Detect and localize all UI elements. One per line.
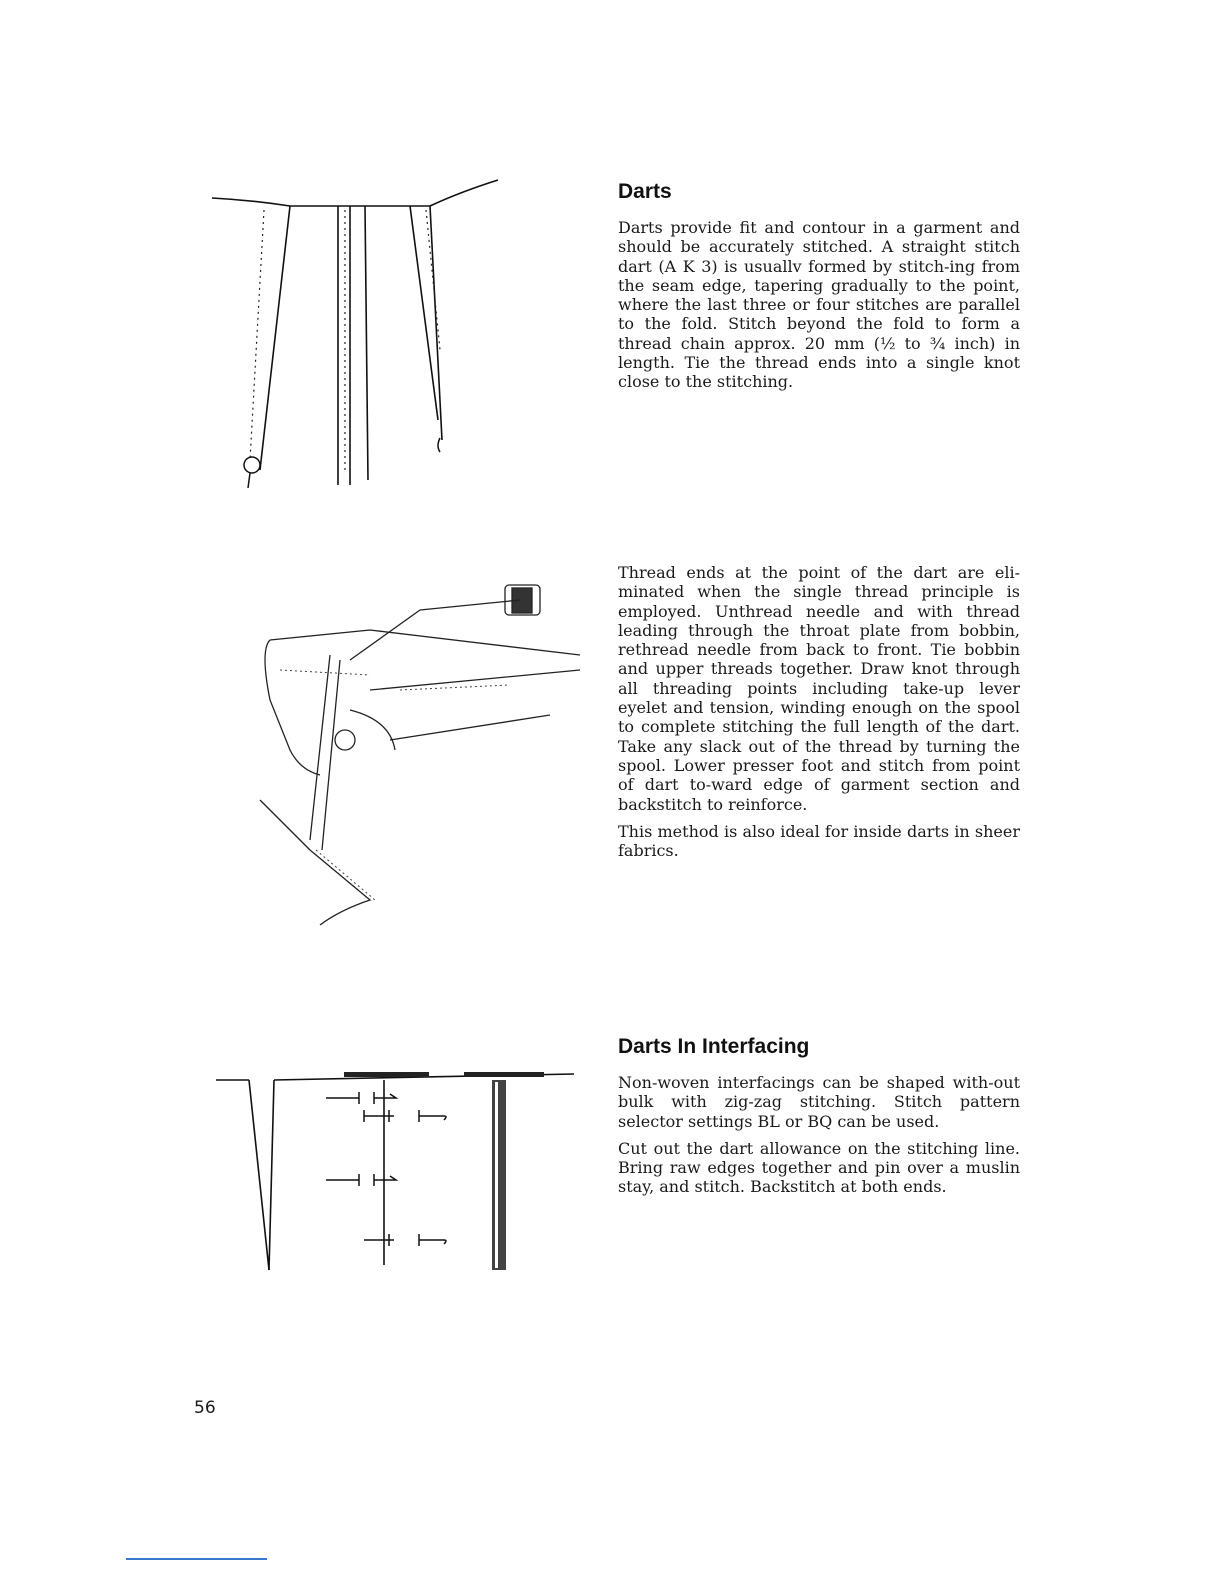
paragraph: Darts provide fit and contour in a garment and should be accurately stitched. A straight stitch dart (A K 3) is usuallv formed by stitch-ing from the seam edge, tapering gradually to the point, where the last three or four stitches are parallel to the fold. Stitch beyond the fold to form a thread chain approx. 20 mm (½ to ¾ inch) in length. Tie the thread ends into a single knot close to the stitching.	[618, 218, 1020, 392]
dart-fold-icon	[200, 170, 510, 500]
paragraph: Cut out the dart allowance on the stitching line. Bring raw edges together and pin over a muslin stay, and stitch. Backstitch at both ends.	[618, 1138, 1020, 1197]
paragraph: This method is also ideal for inside darts in sheer fabrics.	[618, 821, 1020, 861]
paragraph: Non-woven interfacings can be shaped with-out bulk with zig-zag stitching. Stitch pattern selector settings BL or BQ can be used.	[618, 1073, 1020, 1131]
section-title: Darts	[618, 180, 672, 203]
footer-rule	[126, 1558, 267, 1560]
section-title: Darts In Interfacing	[618, 1035, 810, 1058]
paragraph: Thread ends at the point of the dart are eli-minated when the single thread principle is employed. Unthread needle and with thread leading through the throat plate from bobbin, rethread needle from back to front. Tie bobbin and upper threads together. Draw knot through all threading points including take-up lever eyelet and tension, winding enough on the spool to complete stitching the full length of the dart. Take any slack out of the thread by turning the spool. Lower presser foot and stitch from point of dart to-ward edge of garment section and backstitch to reinforce.	[618, 563, 1020, 814]
section-darts-in-interfacing	[618, 1035, 1020, 1205]
section-single-thread	[618, 563, 1020, 868]
page-number: 56	[194, 1398, 216, 1418]
sewing-machine-icon	[250, 580, 590, 940]
section-darts	[618, 180, 1020, 400]
interfacing-dart-icon	[214, 1060, 576, 1280]
